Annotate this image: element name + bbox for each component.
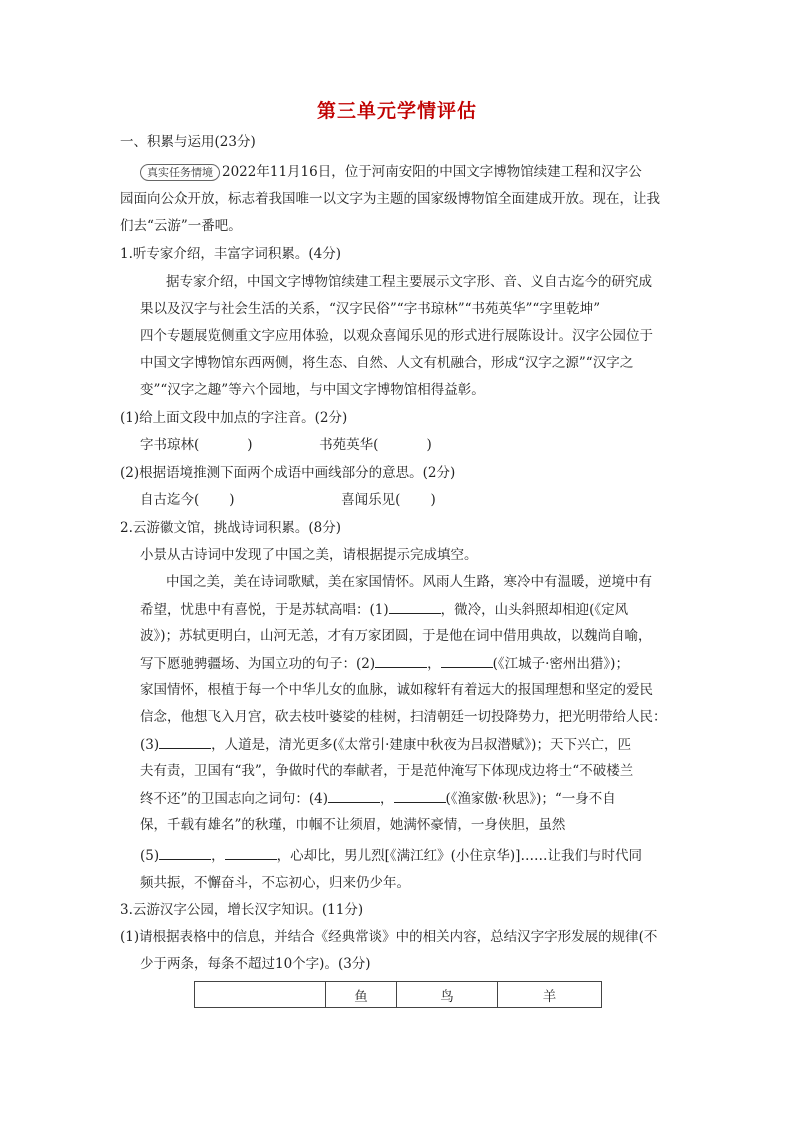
task-badge: 真实任务情境 <box>140 164 220 181</box>
q1-1-answers: 字书琼林( ) 书苑英华( ) <box>140 437 432 453</box>
q2-passage-line: 写下愿驰骋疆场、为国立功的句子：(2) ， (《江城子·密州出猎》)； <box>140 653 629 674</box>
glyph-table <box>194 981 602 1008</box>
fill-blank-4a[interactable] <box>328 788 380 803</box>
fill-blank-5a[interactable] <box>159 845 211 860</box>
q2-passage-line: 波》)；苏轼更明白，山河无恙，才有万家团圆，于是他在词中借用典故，以魏尚自喻， <box>140 628 652 644</box>
intro-line-2: 园面向公众开放，标志着我国唯一以文字为主题的国家级博物馆全面建成开放。现在，让我 <box>120 191 660 207</box>
question-1: 1.听专家介绍，丰富字词积累。(4分) <box>120 246 342 262</box>
q1-passage-line: 果以及汉字与社会生活的关系，“汉字民俗”“字书琼林”“书苑英华”“字里乾坤” <box>140 301 601 317</box>
question-3-1: (1)请根据表格中的信息，并结合《经典常谈》中的相关内容，总结汉字字形发展的规律(不 <box>120 929 658 945</box>
question-3: 3.云游汉字公园，增长汉字知识。(11分) <box>120 902 364 918</box>
q2-passage-line: 希望，忧患中有喜悦，于是苏轼高唱：(1) ，微冷，山头斜照却相迎(《定风 <box>140 599 628 620</box>
q2-passage-line: 夫有责，卫国有“我”，争做时代的奉献者，于是范仲淹写下体现戍边将士“不破楼兰 <box>140 763 634 779</box>
q1-2-answers: 自古迄今( ) 喜闻乐见( ) <box>140 492 436 508</box>
q2-passage-line: (3) ，人道是，清光更多(《太常引·建康中秋夜为吕叔潜赋》)；天下兴亡，匹 <box>140 734 631 755</box>
q2-passage-line: 信念，他想飞入月宫，砍去枝叶婆娑的桂树，扫清朝廷一切投降势力，把光明带给人民： <box>140 709 667 725</box>
question-2: 2.云游徽文馆，挑战诗词积累。(8分) <box>120 520 342 536</box>
fill-blank-2b[interactable] <box>441 653 493 668</box>
intro-line-1: 真实任务情境 2022年11月16日，位于河南安阳的中国文字博物馆续建工程和汉字公 <box>140 162 642 182</box>
q2-passage-line: 保，千载有雄名”的秋瑾，巾帼不让须眉，她满怀豪情，一身侠胆，虽然 <box>140 817 566 833</box>
table-header-row <box>195 982 602 1008</box>
q2-passage-line: (5) ， ，心却比，男儿烈[《满江红》(小住京华)]……让我们与时代同 <box>140 845 642 866</box>
table-cell: 羊 <box>498 982 602 1008</box>
q2-passage-line: 终不还”的卫国志向之词句：(4) ， (《渔家傲·秋思》)；“一身不自 <box>140 788 616 809</box>
fill-blank-3[interactable] <box>159 734 211 749</box>
q1-passage-line: 四个专题展览侧重文字应用体验，以观众喜闻乐见的形式进行展陈设计。汉字公园位于 <box>140 328 653 344</box>
table-cell: 鱼 <box>326 982 397 1008</box>
page-title: 第三单元学情评估 <box>316 100 477 122</box>
q1-passage-line: 据专家介绍，中国文字博物馆续建工程主要展示文字形、音、义自古迄今的研究成 <box>166 274 652 290</box>
question-3-1-cont: 少于两条，每条不超过10个字)。(3分) <box>140 956 371 972</box>
question-1-2: (2)根据语境推测下面两个成语中画线部分的意思。(2分) <box>120 465 456 481</box>
table-cell: 鸟 <box>397 982 498 1008</box>
q2-passage-line: 家国情怀，根植于每一个中华儿女的血脉，诚如稼轩有着远大的报国理想和坚定的爱民 <box>140 682 653 698</box>
fill-blank-4b[interactable] <box>394 788 446 803</box>
fill-blank-2a[interactable] <box>375 653 427 668</box>
intro-line-3: 们去“云游”一番吧。 <box>120 218 242 234</box>
q2-lead: 小景从古诗词中发现了中国之美，请根据提示完成填空。 <box>140 547 478 563</box>
q1-passage-line: 中国文字博物馆东西两侧，将生态、自然、人文有机融合，形成“汉字之源”“汉字之 <box>140 355 634 371</box>
q1-passage-line: 变”“汉字之趣”等六个园地，与中国文字博物馆相得益彰。 <box>140 382 485 398</box>
q2-passage-line: 中国之美，美在诗词歌赋，美在家国情怀。风雨人生路，寒冷中有温暖，逆境中有 <box>166 574 652 590</box>
fill-blank-1[interactable] <box>389 599 441 614</box>
question-1-1: (1)给上面文段中加点的字注音。(2分) <box>120 410 348 426</box>
fill-blank-5b[interactable] <box>225 845 277 860</box>
q2-passage-line: 频共振，不懈奋斗，不忘初心，归来仍少年。 <box>140 875 410 891</box>
table-cell <box>195 982 326 1008</box>
section-heading: 一、积累与运用(23分) <box>120 134 256 150</box>
